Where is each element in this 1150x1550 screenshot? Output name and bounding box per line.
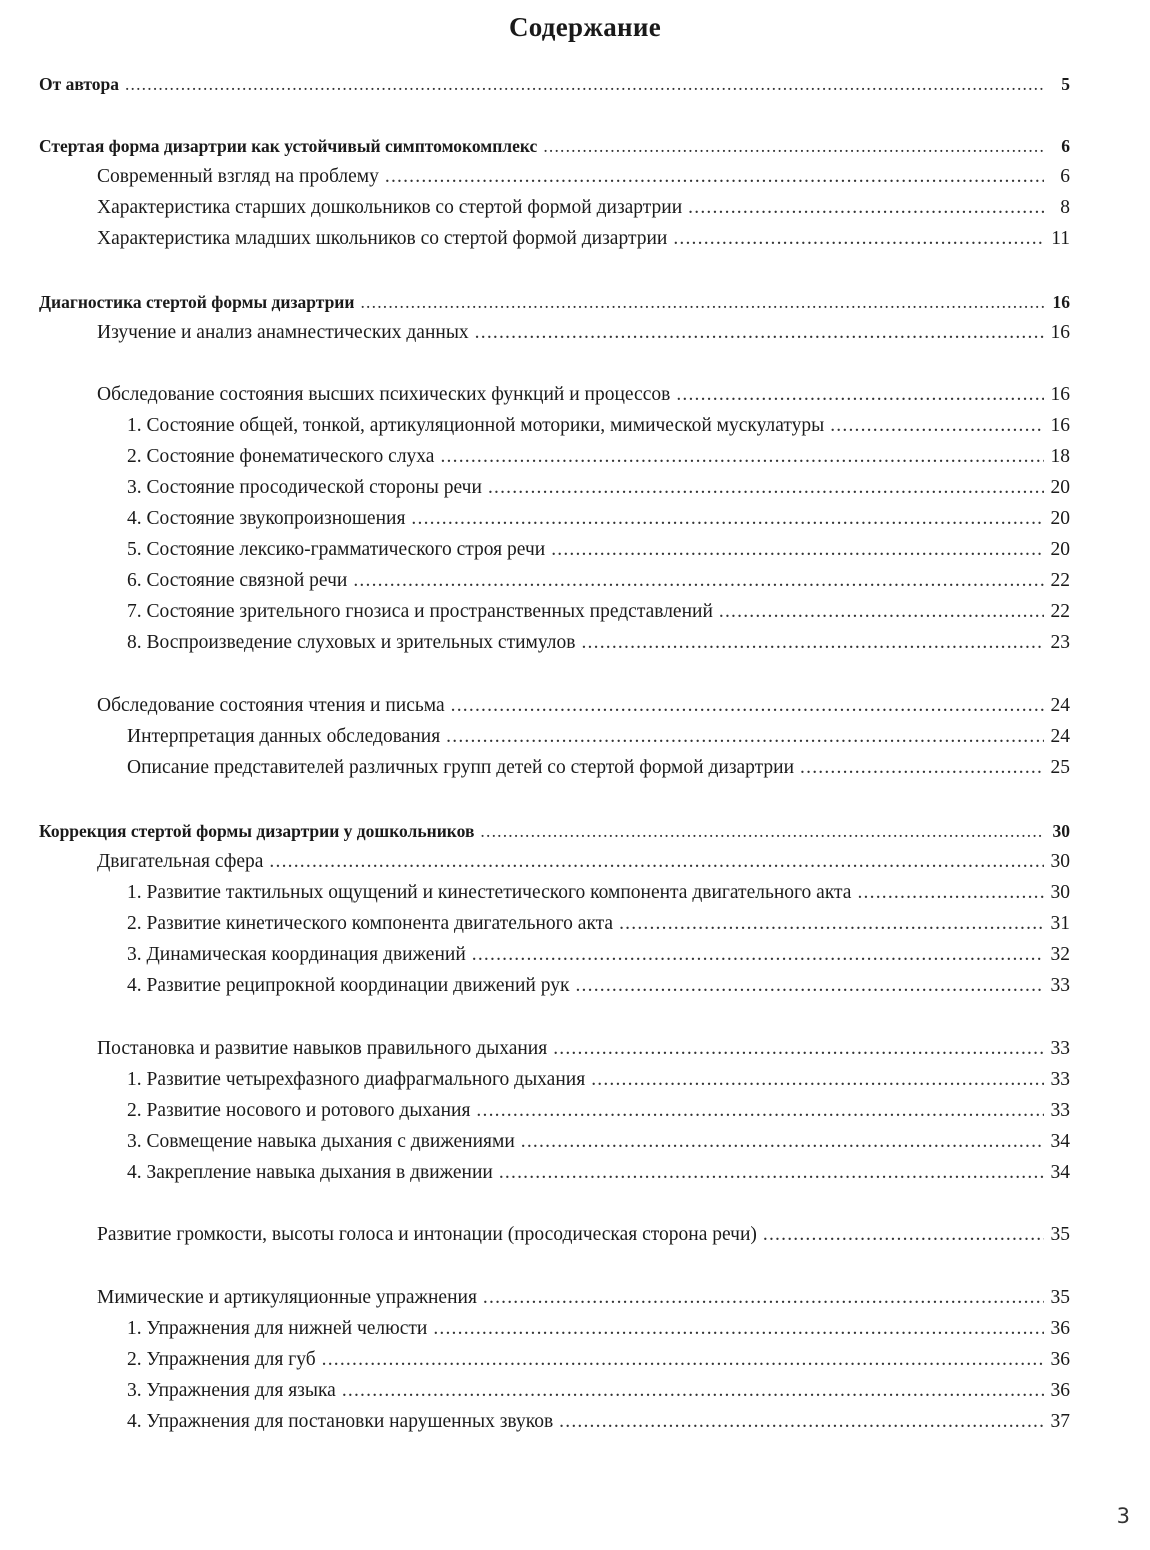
dot-leader xyxy=(451,693,1044,719)
toc-entry-page: 20 xyxy=(1050,477,1070,498)
dot-leader xyxy=(385,164,1044,190)
toc-entry xyxy=(97,382,1070,408)
toc-entry-label: Обследование состояния высших психических функций и процессов xyxy=(97,384,671,405)
toc-entry xyxy=(127,444,1070,470)
dot-leader xyxy=(830,413,1044,439)
toc-entry xyxy=(127,973,1070,999)
toc-entry-label: 2. Состояние фонематического слуха xyxy=(127,446,435,467)
toc-entry xyxy=(127,630,1070,656)
toc-entry-label: 7. Состояние зрительного гнозиса и пространственных представлений xyxy=(127,601,713,622)
dot-leader xyxy=(342,1378,1044,1404)
toc-entry xyxy=(39,133,1070,159)
toc-entry-label: Постановка и развитие навыков правильного дыхания xyxy=(97,1038,548,1059)
toc-entry xyxy=(127,1316,1070,1342)
toc-entry xyxy=(127,1409,1070,1435)
toc-entry-label: Мимические и артикуляционные упражнения xyxy=(97,1287,477,1308)
toc-entry-label: Двигательная сфера xyxy=(97,851,264,872)
toc-entry-page: 37 xyxy=(1050,1411,1070,1432)
toc-entry-label: 4. Упражнения для постановки нарушенных звуков xyxy=(127,1411,554,1432)
toc-entry-page: 34 xyxy=(1050,1131,1070,1152)
toc-entry-page: 5 xyxy=(1061,74,1070,94)
toc-entry-page: 33 xyxy=(1050,1069,1070,1090)
toc-entry-page: 35 xyxy=(1050,1287,1070,1308)
toc-entry xyxy=(127,1347,1070,1373)
toc-entry xyxy=(127,475,1070,501)
toc-entry-page: 16 xyxy=(1050,384,1070,405)
toc-entry-label: От автора xyxy=(39,74,119,94)
dot-leader xyxy=(575,973,1044,999)
toc-entry-label: 1. Упражнения для нижней челюсти xyxy=(127,1318,428,1339)
toc-entry-page: 16 xyxy=(1052,292,1070,312)
dot-leader xyxy=(521,1129,1044,1155)
toc-entry xyxy=(39,289,1070,315)
toc-entry-page: 23 xyxy=(1050,632,1070,653)
dot-leader xyxy=(543,133,1044,159)
toc-entry xyxy=(127,506,1070,532)
dot-leader xyxy=(483,1285,1044,1311)
toc-entry xyxy=(127,1098,1070,1124)
toc-entry xyxy=(127,911,1070,937)
toc-entry-label: 4. Состояние звукопроизношения xyxy=(127,508,406,529)
toc-entry-label: 6. Состояние связной речи xyxy=(127,570,348,591)
toc-entry-page: 33 xyxy=(1050,1100,1070,1121)
toc-entry xyxy=(97,164,1070,190)
toc-entry xyxy=(127,413,1070,439)
toc-entry-label: Изучение и анализ анамнестических данных xyxy=(97,322,469,343)
dot-leader xyxy=(353,568,1044,594)
toc-entry-page: 24 xyxy=(1050,726,1070,747)
toc-entry-page: 36 xyxy=(1050,1380,1070,1401)
dot-leader xyxy=(553,1036,1044,1062)
toc-entry-label: Обследование состояния чтения и письма xyxy=(97,695,445,716)
toc-entry-label: Коррекция стертой формы дизартрии у дошкольников xyxy=(39,821,475,841)
page-number: 3 xyxy=(1116,1504,1130,1528)
toc-entry xyxy=(127,755,1070,781)
toc-entry-label: 4. Развитие реципрокной координации движений рук xyxy=(127,975,570,996)
toc-entry-page: 18 xyxy=(1050,446,1070,467)
dot-leader xyxy=(581,630,1044,656)
toc-entry xyxy=(97,1285,1070,1311)
toc-entry-page: 16 xyxy=(1050,322,1070,343)
toc-entry-label: 2. Упражнения для губ xyxy=(127,1349,316,1370)
toc-entry-label: 1. Состояние общей, тонкой, артикуляционной моторики, мимической мускулатуры xyxy=(127,415,825,436)
dot-leader xyxy=(480,818,1044,844)
toc-entry-label: 5. Состояние лексико-грамматического строя речи xyxy=(127,539,546,560)
dot-leader xyxy=(360,289,1044,315)
toc-entry xyxy=(97,1036,1070,1062)
toc-entry-page: 20 xyxy=(1050,508,1070,529)
toc-entry-page: 20 xyxy=(1050,539,1070,560)
toc-entry-label: 3. Совмещение навыка дыхания с движениями xyxy=(127,1131,515,1152)
toc-entry-page: 6 xyxy=(1061,136,1070,156)
dot-leader xyxy=(475,320,1044,346)
dot-leader xyxy=(719,599,1044,625)
toc-entry xyxy=(127,724,1070,750)
dot-leader xyxy=(591,1067,1044,1093)
toc-entry-label: 3. Упражнения для языка xyxy=(127,1380,336,1401)
dot-leader xyxy=(688,195,1044,221)
dot-leader xyxy=(499,1160,1044,1186)
toc-entry-label: 4. Закрепление навыка дыхания в движении xyxy=(127,1162,493,1183)
toc-entry-label: 3. Состояние просодической стороны речи xyxy=(127,477,482,498)
toc-entry-page: 30 xyxy=(1050,882,1070,903)
toc-entry-label: Современный взгляд на проблему xyxy=(97,166,379,187)
toc-entry xyxy=(127,568,1070,594)
toc-entry-label: 1. Развитие четырехфазного диафрагмального дыхания xyxy=(127,1069,586,1090)
toc-entry xyxy=(127,1378,1070,1404)
toc-entry xyxy=(127,942,1070,968)
toc-entry xyxy=(39,71,1070,97)
dot-leader xyxy=(440,444,1044,470)
toc-entry-label: Характеристика младших школьников со стертой формой дизартрии xyxy=(97,228,668,249)
toc-entry-page: 8 xyxy=(1060,197,1070,218)
toc-entry xyxy=(97,195,1070,221)
toc-entry-page: 30 xyxy=(1052,821,1070,841)
toc-entry xyxy=(127,1067,1070,1093)
dot-leader xyxy=(676,382,1044,408)
toc-entry-page: 36 xyxy=(1050,1349,1070,1370)
toc-entry xyxy=(97,226,1070,252)
toc-entry-label: Диагностика стертой формы дизартрии xyxy=(39,292,355,312)
toc-entry-page: 11 xyxy=(1051,228,1070,249)
dot-leader xyxy=(857,880,1044,906)
dot-leader xyxy=(763,1222,1044,1248)
toc-entry xyxy=(127,1129,1070,1155)
dot-leader xyxy=(476,1098,1044,1124)
toc-entry xyxy=(127,537,1070,563)
dot-leader xyxy=(619,911,1044,937)
toc-entry-label: Характеристика старших дошкольников со стертой формой дизартрии xyxy=(97,197,683,218)
toc-entry-label: 3. Динамическая координация движений xyxy=(127,944,466,965)
dot-leader xyxy=(559,1409,1044,1435)
toc-entry-page: 36 xyxy=(1050,1318,1070,1339)
dot-leader xyxy=(433,1316,1044,1342)
toc-entry-page: 16 xyxy=(1050,415,1070,436)
toc-entry-page: 30 xyxy=(1050,851,1070,872)
toc-entry-label: Развитие громкости, высоты голоса и интонации (просодическая сторона речи) xyxy=(97,1224,757,1245)
toc-entry-page: 33 xyxy=(1050,1038,1070,1059)
toc-entry-page: 6 xyxy=(1060,166,1070,187)
page-title: Содержание xyxy=(508,12,662,42)
dot-leader xyxy=(269,849,1044,875)
toc-entry-label: 2. Развитие кинетического компонента двигательного акта xyxy=(127,913,614,934)
toc-entry-page: 25 xyxy=(1050,757,1070,778)
toc-entry xyxy=(39,818,1070,844)
toc-entry-label: Описание представителей различных групп детей со стертой формой дизартрии xyxy=(127,757,795,778)
toc-entry xyxy=(97,849,1070,875)
dot-leader xyxy=(673,226,1044,252)
dot-leader xyxy=(800,755,1044,781)
toc-entry-label: 1. Развитие тактильных ощущений и кинестетического компонента двигательного акта xyxy=(127,882,852,903)
dot-leader xyxy=(322,1347,1044,1373)
toc-entry-page: 34 xyxy=(1050,1162,1070,1183)
dot-leader xyxy=(446,724,1044,750)
toc-entry xyxy=(97,320,1070,346)
toc-entry-page: 22 xyxy=(1050,601,1070,622)
toc-entry xyxy=(127,880,1070,906)
dot-leader xyxy=(125,71,1044,97)
toc-entry-page: 31 xyxy=(1050,913,1070,934)
toc-entry-page: 22 xyxy=(1050,570,1070,591)
dot-leader xyxy=(411,506,1044,532)
dot-leader xyxy=(488,475,1044,501)
dot-leader xyxy=(472,942,1044,968)
toc-entry-label: Стертая форма дизартрии как устойчивый симптомокомплекс xyxy=(39,136,538,156)
toc-entry-label: 2. Развитие носового и ротового дыхания xyxy=(127,1100,471,1121)
toc-entry-page: 24 xyxy=(1050,695,1070,716)
toc-entry xyxy=(97,1222,1070,1248)
toc-entry xyxy=(127,599,1070,625)
dot-leader xyxy=(551,537,1044,563)
toc-entry-page: 33 xyxy=(1050,975,1070,996)
toc-entry-page: 35 xyxy=(1050,1224,1070,1245)
toc-entry xyxy=(127,1160,1070,1186)
toc-entry-label: Интерпретация данных обследования xyxy=(127,726,441,747)
toc-entry xyxy=(97,693,1070,719)
toc-entry-label: 8. Воспроизведение слуховых и зрительных стимулов xyxy=(127,632,576,653)
toc-entry-page: 32 xyxy=(1050,944,1070,965)
